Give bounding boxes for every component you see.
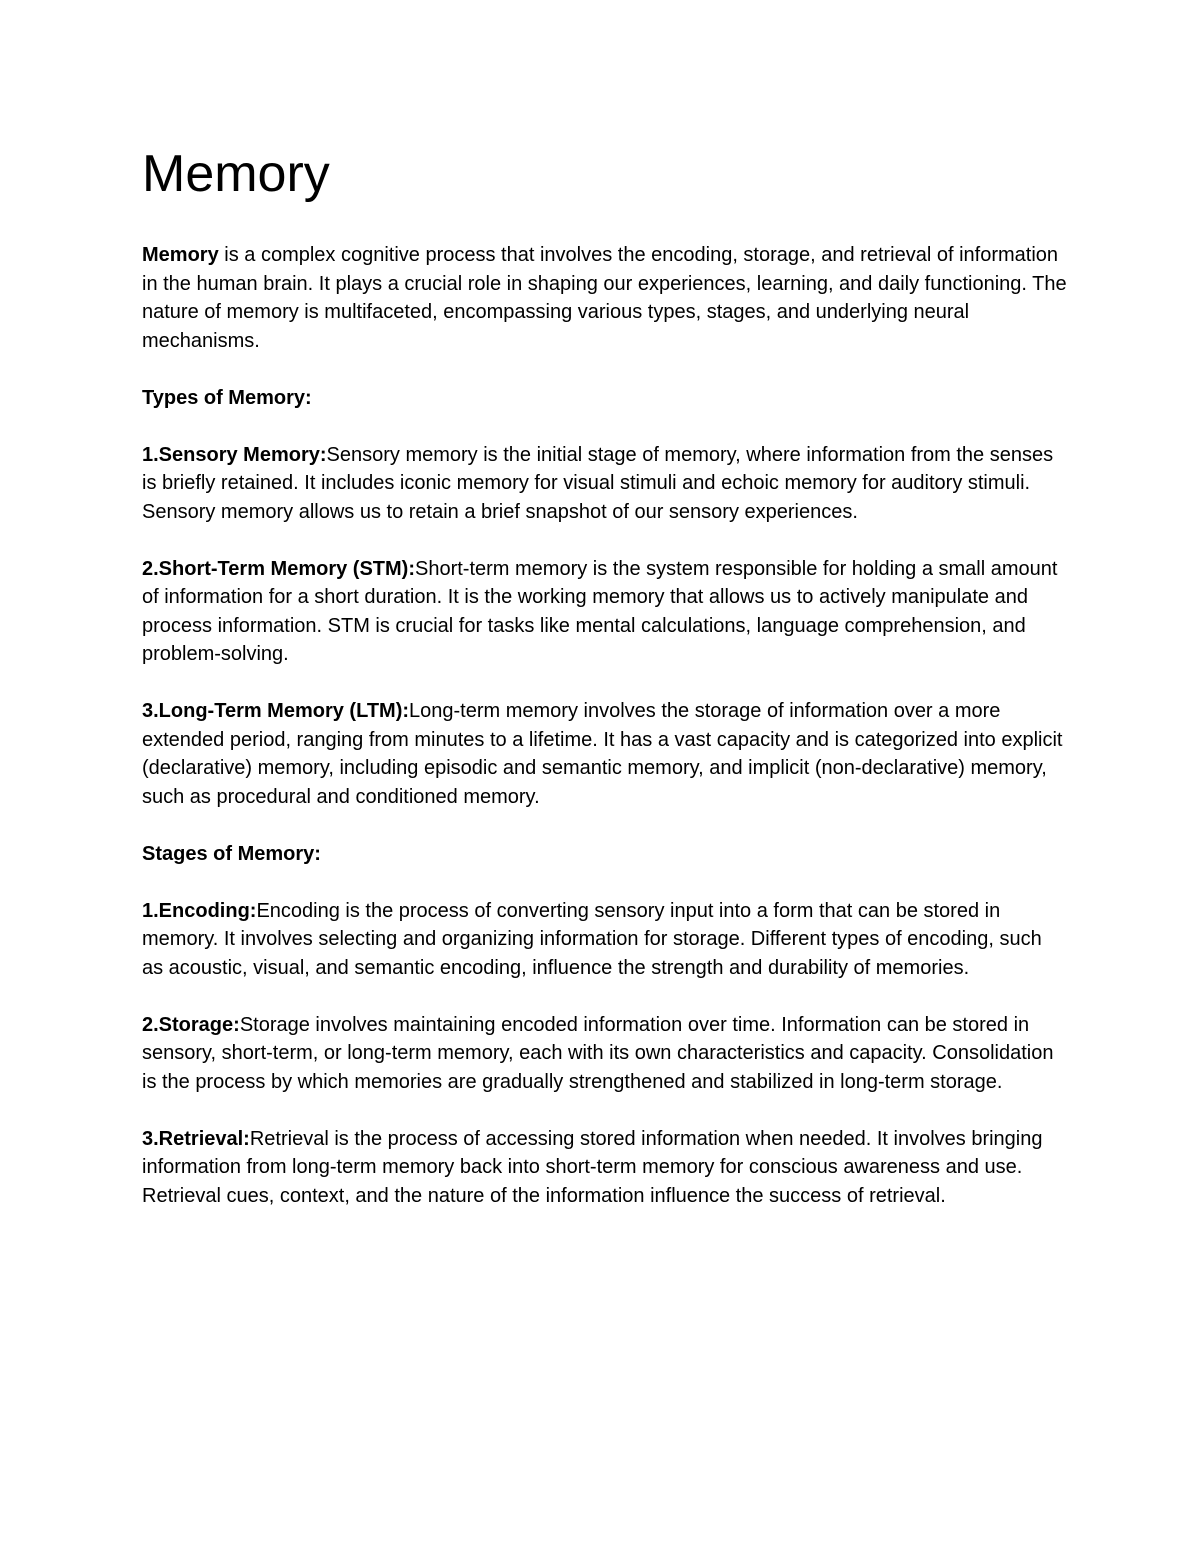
stages-heading: Stages of Memory: bbox=[142, 842, 321, 865]
type-text: Sensory memory is the initial stage of memory, where information from the senses is briefly retained. It includes iconic memory for visual stimuli and echoic memory for auditory stimuli. Sensory memory allows us to retain a brief snapshot of our sensory experiences. bbox=[142, 443, 1054, 523]
stage-text: Retrieval is the process of accessing stored information when needed. It involves bringing information from long-term memory back into short-term memory for conscious awareness and use. Retrieval cues, context, and the nature of the information influence the success of retrieval. bbox=[142, 1127, 1043, 1207]
stage-label: 2.Storage: bbox=[142, 1013, 240, 1036]
stage-item-encoding bbox=[142, 897, 1067, 983]
intro-lead-term: Memory bbox=[142, 244, 219, 266]
type-item-sensory bbox=[142, 441, 1067, 527]
intro-paragraph bbox=[142, 241, 1067, 355]
type-label: 2.Short-Term Memory (STM): bbox=[142, 557, 415, 580]
stage-label: 1.Encoding: bbox=[142, 899, 257, 922]
type-label: 1.Sensory Memory: bbox=[142, 443, 327, 466]
stage-item-storage bbox=[142, 1011, 1067, 1097]
type-item-long-term bbox=[142, 697, 1067, 811]
type-text: Short-term memory is the system responsible for holding a small amount of information for a short duration. It is the working memory that allows us to actively manipulate and process information. STM is crucial for tasks like mental calculations, language comprehension, and problem-solving. bbox=[142, 557, 1058, 665]
type-text: Long-term memory involves the storage of information over a more extended period, ranging from minutes to a lifetime. It has a vast capacity and is categorized into explicit (declarative) memory, including episodic and semantic memory, and implicit (non-declarative) memory, such as procedural and conditioned memory. bbox=[142, 700, 1063, 808]
page-title: Memory bbox=[142, 145, 330, 203]
intro-text: is a complex cognitive process that involves the encoding, storage, and retrieval of information in the human brain. It plays a crucial role in shaping our experiences, learning, and daily functioning. The nature of memory is multifaceted, encompassing various types, stages, and underlying neural mechanisms. bbox=[142, 244, 1067, 352]
type-label: 3.Long-Term Memory (LTM): bbox=[142, 700, 410, 722]
document-body bbox=[142, 143, 1067, 1239]
stage-item-retrieval bbox=[142, 1125, 1067, 1211]
stage-label: 3.Retrieval: bbox=[142, 1127, 250, 1150]
type-item-short-term bbox=[142, 555, 1067, 669]
types-heading: Types of Memory: bbox=[142, 386, 312, 409]
stage-text: Storage involves maintaining encoded information over time. Information can be stored in sensory, short-term, or long-term memory, each with its own characteristics and capacity. Consolidation is the process by which memories are gradually strengthened and stabilized in long-term storage. bbox=[142, 1013, 1054, 1093]
stage-text: Encoding is the process of converting sensory input into a form that can be stored in memory. It involves selecting and organizing information for storage. Different types of encoding, such as acoustic, visual, and semantic encoding, influence the strength and durability of memories. bbox=[142, 899, 1042, 979]
